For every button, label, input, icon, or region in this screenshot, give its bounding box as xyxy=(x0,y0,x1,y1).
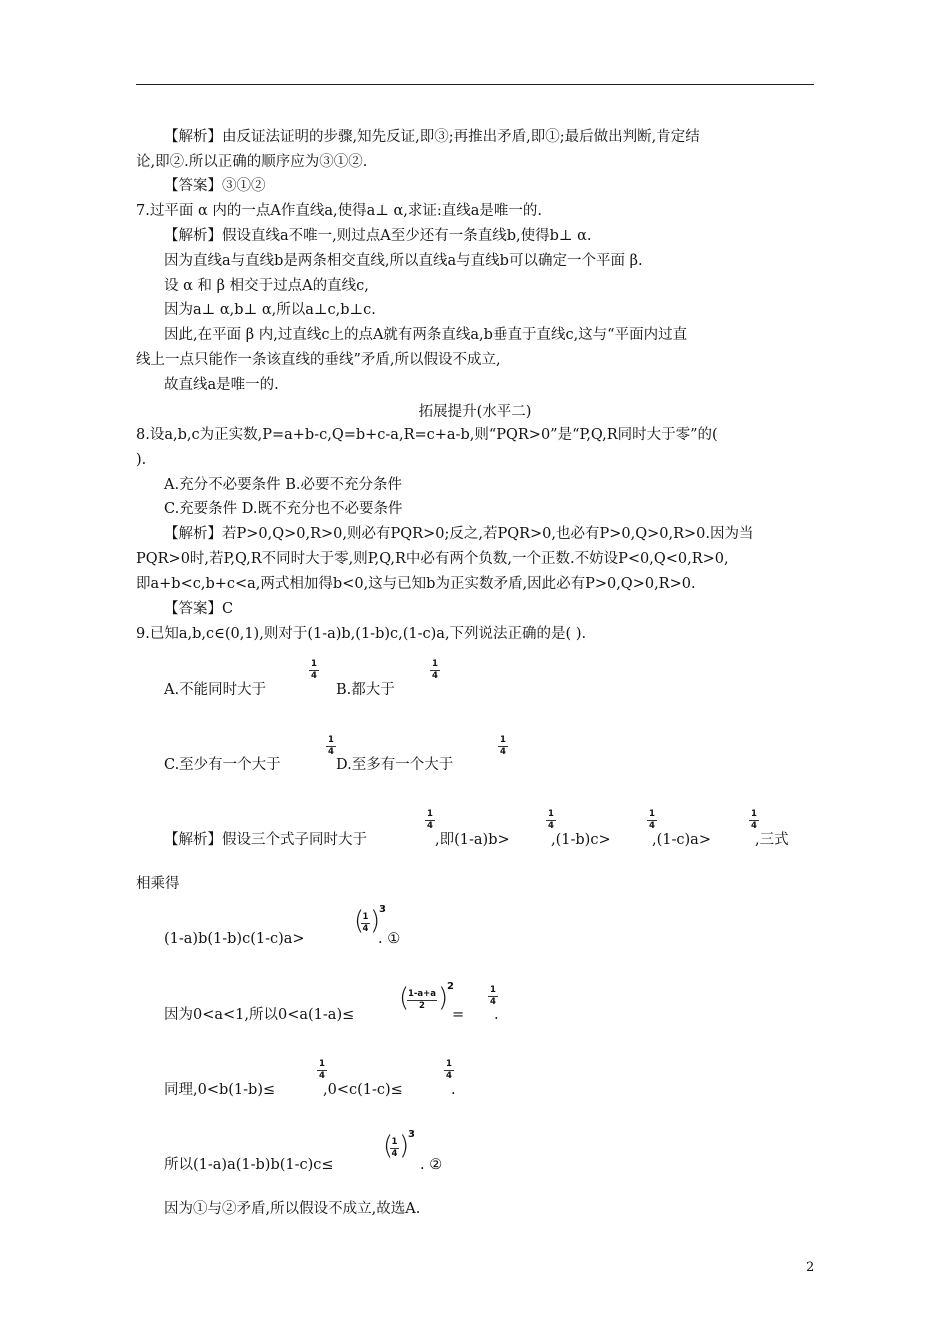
fraction: 1 4 xyxy=(488,986,498,1007)
text-line: 8.设a,b,c为正实数,P=a+b-c,Q=b+c-a,R=c+a-b,则“PQR>0”是“P,Q,R同时大于零”的( xyxy=(136,427,718,443)
text-line: 因为直线a与直线b是两条相交直线,所以直线a与直线b可以确定一个平面 β. xyxy=(164,253,643,269)
text-line: = xyxy=(452,1007,465,1023)
option-c: C.至少有一个大于 xyxy=(164,757,281,773)
text-line: 线上一点只能作一条该直线的垂线”矛盾,所以假设不成立, xyxy=(136,352,501,368)
fraction: 1 4 xyxy=(430,660,440,681)
fraction: 1 4 xyxy=(546,810,556,831)
fraction: 1 4 xyxy=(317,1060,327,1081)
fraction: 1 4 xyxy=(425,810,435,831)
text-line: 【解析】由反证法证明的步骤,知先反证,即③;再推出矛盾,即①;最后做出判断,肯定结 xyxy=(164,129,700,145)
text-line: ,0<c(1-c)≤ xyxy=(323,1082,403,1098)
text-line: . ② xyxy=(420,1157,443,1173)
section-title: 拓展提升(水平二) xyxy=(418,404,532,420)
text-line: . xyxy=(451,1082,456,1098)
fraction: 1 4 xyxy=(326,736,336,757)
text-line: (1-a)b(1-b)c(1-c)a> xyxy=(164,931,305,947)
text-line: 因为①与②矛盾,所以假设不成立,故选A. xyxy=(164,1201,421,1217)
text-line: 故直线a是唯一的. xyxy=(164,377,279,393)
header-rule xyxy=(136,84,814,85)
text-line: . xyxy=(494,1007,499,1023)
fraction: 1 4 xyxy=(444,1060,454,1081)
text-line: 设 α 和 β 相交于过点A的直线c, xyxy=(164,278,369,294)
option-d: D.至多有一个大于 xyxy=(336,757,454,773)
text-line: 【答案】③①② xyxy=(164,178,266,194)
text-line: ,(1-c)a> xyxy=(652,832,711,848)
option-b: B.都大于 xyxy=(336,682,395,698)
text-line: ). xyxy=(136,452,147,468)
power-expression: ( 1 4 ) 3 xyxy=(383,1129,415,1161)
fraction: 1 4 xyxy=(647,810,657,831)
fraction: 1 4 xyxy=(309,660,319,681)
text-line: 因此,在平面 β 内,过直线c上的点A就有两条直线a,b垂直于直线c,这与“平面内过直 xyxy=(164,327,688,343)
fraction: 1 4 xyxy=(498,736,508,757)
power-expression: ( 1 4 ) 3 xyxy=(354,904,386,936)
text-line: . ① xyxy=(378,931,401,947)
text-line: ,即(1-a)b> xyxy=(435,832,510,848)
option-a: A.不能同时大于 xyxy=(164,682,267,698)
text-line: 相乘得 xyxy=(136,876,180,892)
text-line: 所以(1-a)a(1-b)b(1-c)c≤ xyxy=(164,1157,334,1173)
text-line: 7.过平面 α 内的一点A作直线a,使得a⊥ α,求证:直线a是唯一的. xyxy=(136,203,542,219)
text-line: ,(1-b)c> xyxy=(551,832,611,848)
text-line: 论,即②.所以正确的顺序应为③①②. xyxy=(136,154,368,170)
text-line: 同理,0<b(1-b)≤ xyxy=(164,1082,276,1098)
text-line: 【解析】假设三个式子同时大于 xyxy=(164,832,367,848)
option-line: C.充要条件 D.既不充分也不必要条件 xyxy=(164,501,403,517)
text-line: 【答案】C xyxy=(164,601,234,617)
text-line: 【解析】假设直线a不唯一,则过点A至少还有一条直线b,使得b⊥ α. xyxy=(164,228,592,244)
text-line: ,三式 xyxy=(755,832,789,848)
text-line: PQR>0时,若P,Q,R不同时大于零,则P,Q,R中必有两个负数,一个正数.不妨设P<0,Q<0,R>0, xyxy=(136,551,729,567)
power-expression: ( 1-a+a 2 ) 2 xyxy=(399,981,454,1013)
text-line: 即a+b<c,b+c<a,两式相加得b<0,这与已知b为正实数矛盾,因此必有P>0,Q>0,R>0. xyxy=(136,576,696,592)
fraction: 1 4 xyxy=(749,810,759,831)
option-line: A.充分不必要条件 B.必要不充分条件 xyxy=(164,477,402,493)
text-line: 【解析】若P>0,Q>0,R>0,则必有PQR>0;反之,若PQR>0,也必有P>0,Q>0,R>0.因为当 xyxy=(164,526,754,542)
text-line: 9.已知a,b,c∈(0,1),则对于(1-a)b,(1-b)c,(1-c)a,下列说法正确的是( ). xyxy=(136,626,587,642)
text-line: 因为0<a<1,所以0<a(1-a)≤ xyxy=(164,1007,355,1023)
text-line: 因为a⊥ α,b⊥ α,所以a⊥c,b⊥c. xyxy=(164,302,376,318)
page-number: 2 xyxy=(806,1260,815,1275)
